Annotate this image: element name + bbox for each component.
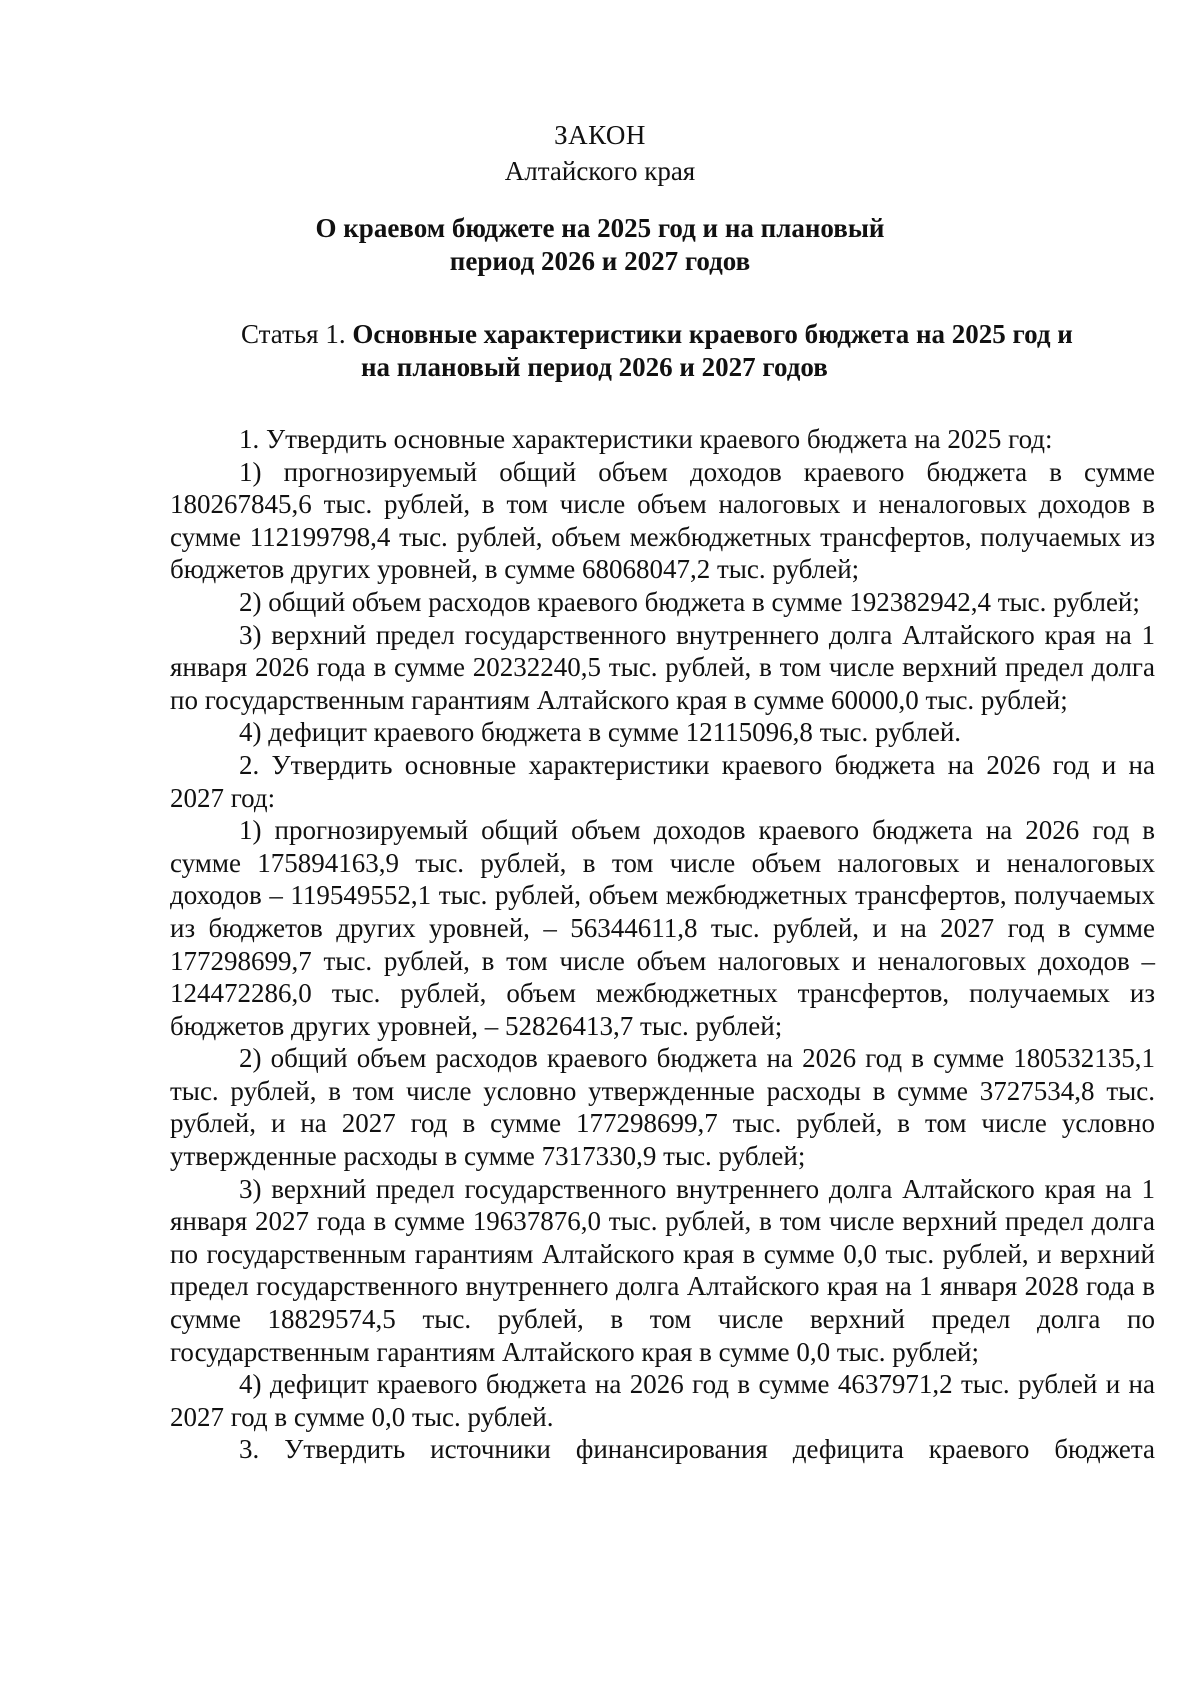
article-heading <box>241 318 1161 384</box>
law-heading: ЗАКОН <box>554 120 646 150</box>
paragraph-1-3: 3) верхний предел государственного внутреннего долга Алтайского края на 1 января 2026 года в сумме 20232240,5 тыс. рублей, в том числе верхний предел долга по государственным гарантиям Алтайского края в сумме 60000,0 тыс. рублей; <box>170 619 1155 715</box>
paragraph-1-4: 4) дефицит краевого бюджета в сумме 12115096,8 тыс. рублей. <box>239 717 962 748</box>
paragraph-3: 3. Утвердить источники финансирования дефицита краевого бюджета <box>239 1434 1155 1465</box>
article-number: Статья 1. <box>241 319 346 349</box>
law-title-line-1: О краевом бюджете на 2025 год и на плановый <box>315 213 885 243</box>
paragraph-2-1: 1) прогнозируемый общий объем доходов краевого бюджета на 2026 год в сумме 175894163,9 тыс. рублей, в том числе объем налоговых и неналоговых доходов – 119549552,1 тыс. рублей, объем межбюджетных трансфертов, получаемых из бюджетов других уровней, – 56344611,8 тыс. рублей, и на 2027 год в сумме 177298699,7 тыс. рублей, в том числе объем налоговых и неналоговых доходов – 124472286,0 тыс. рублей, объем межбюджетных трансфертов, получаемых из бюджетов других уровней, – 52826413,7 тыс. рублей; <box>170 815 1155 1041</box>
paragraph-1-1: 1) прогнозируемый общий объем доходов краевого бюджета в сумме 180267845,6 тыс. рублей, в том числе объем налоговых и неналоговых доходов в сумме 112199798,4 тыс. рублей, объем межбюджетных трансфертов, получаемых из бюджетов других уровней, в сумме 68068047,2 тыс. рублей; <box>170 456 1155 585</box>
article-title-line-2: на плановый период 2026 и 2027 годов <box>361 352 828 382</box>
article-title-line-1: Основные характеристики краевого бюджета на 2025 год и <box>352 319 1073 349</box>
law-region: Алтайского края <box>504 156 696 186</box>
paragraph-2: 2. Утвердить основные характеристики краевого бюджета на 2026 год и на 2027 год: <box>170 749 1155 813</box>
law-title-line-2: период 2026 и 2027 годов <box>449 246 751 276</box>
paragraph-2-2: 2) общий объем расходов краевого бюджета на 2026 год в сумме 180532135,1 тыс. рублей, в том числе условно утвержденные расходы в сумме 3727534,8 тыс. рублей, и на 2027 год в сумме 177298699,7 тыс. рублей, в том числе условно утвержденные расходы в сумме 7317330,9 тыс. рублей; <box>170 1043 1155 1172</box>
paragraph-1: 1. Утвердить основные характеристики краевого бюджета на 2025 год: <box>239 424 1053 454</box>
paragraph-2-3: 3) верхний предел государственного внутреннего долга Алтайского края на 1 января 2027 года в сумме 19637876,0 тыс. рублей, в том числе верхний предел долга по государственным гарантиям Алтайского края в сумме 0,0 тыс. рублей, и верхний предел государственного внутреннего долга Алтайского края на 1 января 2028 года в сумме 18829574,5 тыс. рублей, в том числе верхний предел долга по государственным гарантиям Алтайского края в сумме 0,0 тыс. рублей; <box>170 1173 1155 1367</box>
paragraph-1-2: 2) общий объем расходов краевого бюджета в сумме 192382942,4 тыс. рублей; <box>239 586 1140 617</box>
paragraph-2-4: 4) дефицит краевого бюджета на 2026 год в сумме 4637971,2 тыс. рублей и на 2027 год в сумме 0,0 тыс. рублей. <box>170 1369 1155 1432</box>
law-title <box>0 212 1200 278</box>
article-body <box>170 423 1155 1466</box>
